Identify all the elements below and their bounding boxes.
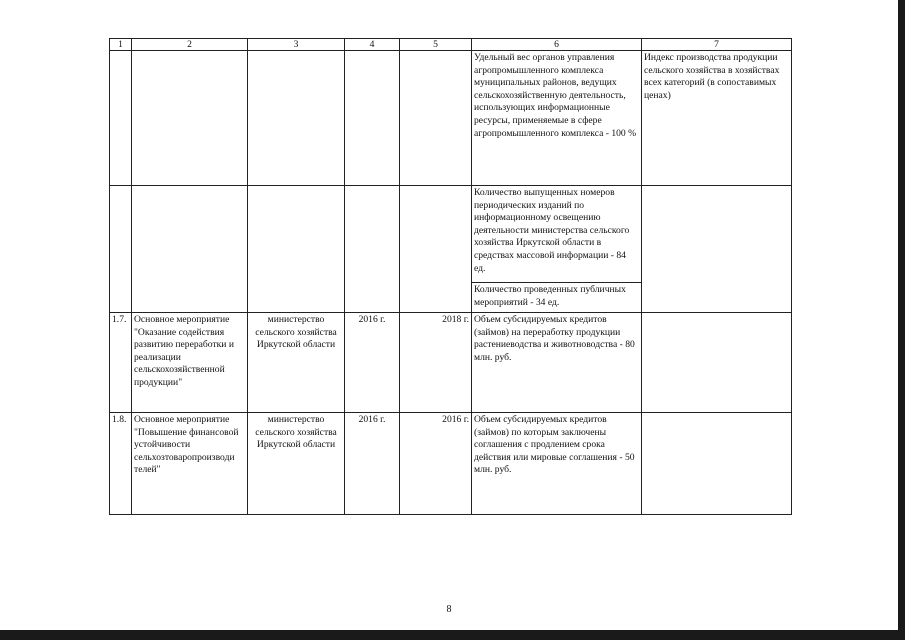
row-number: 1.7. [110, 313, 132, 413]
expected-result: Объем субсидируемых кредитов (займов) по которым заключены соглашения с продлением срока действия или мировые соглашения - 50 млн. руб. [472, 413, 642, 515]
activity-name: Основное мероприятие "Оказание содействия развитию переработки и реализации сельскохозяйственной продукции" [132, 313, 248, 413]
header-col-6: 6 [472, 39, 642, 51]
page-number: 8 [446, 604, 452, 615]
header-col-2: 2 [132, 39, 248, 51]
table-row-indicators-b [110, 186, 792, 283]
end-year: 2016 г. [400, 413, 472, 515]
indicator-cell-production-index: Индекс производства продукции сельского хозяйства в хозяйствах всех категорий (в сопоставимых ценах) [642, 51, 792, 186]
table-header-row [110, 39, 792, 51]
indicator [642, 413, 792, 515]
indicator-cell-share-of-bodies: Удельный вес органов управления агропромышленного комплекса муниципальных районов, ведущих сельскохозяйственную деятельность, использующих информационные ресурсы, применяемые в сфере агропромышленного комплекса - 100 % [472, 51, 642, 186]
row-number: 1.8. [110, 413, 132, 515]
end-year: 2018 г. [400, 313, 472, 413]
header-col-1: 1 [110, 39, 132, 51]
start-year: 2016 г. [345, 413, 400, 515]
start-year: 2016 г. [345, 313, 400, 413]
table-row-1-8 [110, 413, 792, 515]
expected-result: Объем субсидируемых кредитов (займов) на переработку продукции растениеводства и животноводства - 80 млн. руб. [472, 313, 642, 413]
header-col-4: 4 [345, 39, 400, 51]
indicator-cell-publications-count: Количество выпущенных номеров периодических изданий по информационному освещению деятельности министерства сельского хозяйства Иркутской области в средствах массовой информации - 84 ед. [472, 186, 642, 283]
header-col-3: 3 [248, 39, 345, 51]
table-row-indicators-a [110, 51, 792, 186]
indicator-cell-public-events-count: Количество проведенных публичных мероприятий - 34 ед. [472, 283, 642, 313]
program-activities-table [109, 38, 792, 515]
header-col-5: 5 [400, 39, 472, 51]
executor: министерство сельского хозяйства Иркутской области [248, 313, 345, 413]
activity-name: Основное мероприятие "Повышение финансовой устойчивости сельхозтоваропроизводи телей" [132, 413, 248, 515]
indicator [642, 313, 792, 413]
executor: министерство сельского хозяйства Иркутской области [248, 413, 345, 515]
header-col-7: 7 [642, 39, 792, 51]
table-row-1-7 [110, 313, 792, 413]
